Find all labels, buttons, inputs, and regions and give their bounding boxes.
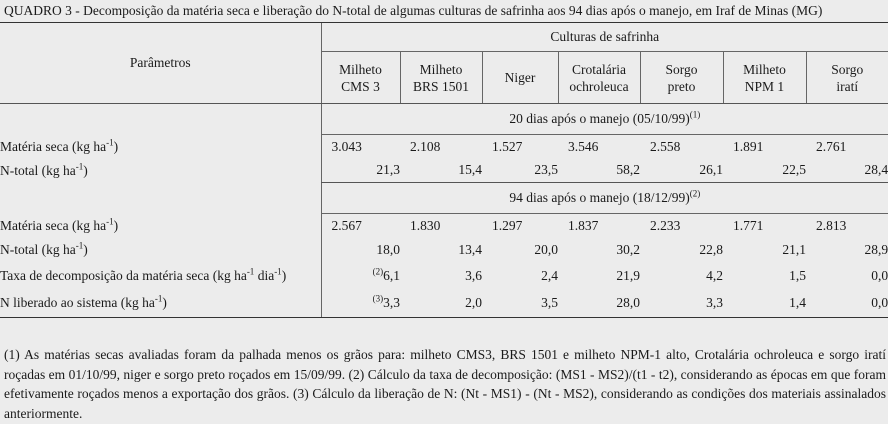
- table-cell: 2.567: [321, 214, 400, 238]
- table-cell: 15,4: [400, 159, 482, 183]
- table-cell: 20,0: [534, 241, 558, 257]
- table-row: [0, 238, 888, 262]
- table-cell: 21,9: [616, 267, 640, 283]
- column-header: Milheto CMS 3: [321, 52, 400, 104]
- table-row: [0, 290, 888, 318]
- table-cell: 1.830: [410, 217, 441, 233]
- table-cell: 22,5: [723, 159, 806, 183]
- table-cell: 1.771: [733, 217, 764, 233]
- table-cell: 28,4: [806, 159, 888, 183]
- table-cell: 2.233: [650, 217, 681, 233]
- column-header: Milheto BRS 1501: [400, 52, 482, 104]
- table-cell: 0,0: [871, 267, 888, 283]
- table-cell: 4,2: [706, 267, 723, 283]
- column-header: Milheto NPM 1: [723, 52, 806, 104]
- table-cell: 1,4: [723, 290, 806, 318]
- table-cell: 28,9: [864, 241, 888, 257]
- column-header: Sorgo preto: [640, 52, 723, 104]
- table-cell: 1.891: [733, 138, 764, 154]
- section-2-header: [0, 183, 888, 214]
- table-cell: 26,1: [640, 159, 723, 183]
- row-label: N liberado ao sistema (kg $ha^{-1}$): [0, 290, 321, 318]
- row-label: Matéria seca (kg $ha^{-1}$): [0, 216, 119, 233]
- crops-group-header: Culturas de safrinha: [321, 23, 888, 52]
- data-table: [0, 22, 888, 318]
- table-cell: 2.108: [410, 138, 441, 154]
- column-header: Sorgo iratí: [806, 52, 888, 104]
- table-row: [0, 135, 888, 159]
- table-cell: 28,0: [558, 290, 640, 318]
- table-cell: 1.527: [492, 138, 523, 154]
- table-cell: 0,0: [806, 290, 888, 318]
- table-cell: 13,4: [458, 241, 482, 257]
- table-cell: 2.761: [816, 138, 847, 154]
- table-cell: 3,3: [640, 290, 723, 318]
- table-cell: 23,5: [482, 159, 558, 183]
- row-label: N-total (kg $ha^{-1}$): [0, 240, 88, 257]
- table-row: [0, 159, 888, 183]
- table-cell: $^{(2)}$6,1: [321, 262, 400, 290]
- column-header: Crotalária ochroleuca: [558, 52, 640, 104]
- table-cell: 21,3: [321, 159, 400, 183]
- table-cell: 1,5: [789, 267, 806, 283]
- table-cell: 1.837: [568, 217, 599, 233]
- row-label: N-total (kg $ha^{-1}$): [0, 161, 88, 178]
- table-cell: 18,0: [321, 238, 400, 262]
- table-cell: 58,2: [558, 159, 640, 183]
- table-cell: 3,5: [482, 290, 558, 318]
- column-header: Niger: [482, 52, 558, 104]
- section-2-title: 94 dias após o manejo $(18/12/99)^{(2)}$: [321, 183, 888, 214]
- section-1-header: [0, 104, 888, 135]
- table-cell: 2.813: [816, 217, 847, 233]
- table-row: [0, 214, 888, 238]
- table-cell: 2.558: [650, 138, 681, 154]
- table-row: [0, 262, 888, 290]
- table-cell: 21,1: [782, 241, 806, 257]
- table-cell: 2,0: [400, 290, 482, 318]
- table-footnote: (1) As matérias secas avaliadas foram da palhada menos os grãos para: milheto CMS3, BRS 1501 e milheto NPM-1 alto, Crotalária ochroleuca e sorgo iratí roçadas em 01/10/99, niger e sorgo preto roçados em 15/09/99. (2) Cálculo da taxa de decomposição: (MS1 - MS2)/(t1 - t2), considerando as épocas em que foram efetivamente roçados menos a exportação dos grãos. (3) Cálculo da liberação de N: (Nt - MS1) - (Nt - MS2), considerando as condições dos materiais assinalados anteriormente.: [4, 347, 886, 421]
- table-cell: 2,4: [541, 267, 558, 283]
- parameters-header: Parâmetros: [0, 23, 321, 104]
- section-1-title: 20 dias após o manejo $(05/10/99)^{(1)}$: [321, 104, 888, 135]
- row-label: Matéria seca (kg $ha^{-1}$): [0, 137, 119, 154]
- table-cell: 3.043: [321, 135, 400, 159]
- table-title: QUADRO 3 - Decomposição da matéria seca e liberação do N-total de algumas culturas de safrinha aos 94 dias após o manejo, em Iraf de Minas (MG): [4, 3, 823, 18]
- table-cell: 1.297: [492, 217, 523, 233]
- table-cell: 22,8: [699, 241, 723, 257]
- row-label: Taxa de decomposição da matéria seca (kg $ha^{-1}$ dia$^{-1}$): [0, 266, 287, 283]
- table-cell: 3,6: [465, 267, 482, 283]
- header-row-1: [0, 23, 888, 52]
- table-cell: $^{(3)}$3,3: [321, 290, 400, 318]
- table-cell: 30,2: [616, 241, 640, 257]
- table-cell: 3.546: [568, 138, 599, 154]
